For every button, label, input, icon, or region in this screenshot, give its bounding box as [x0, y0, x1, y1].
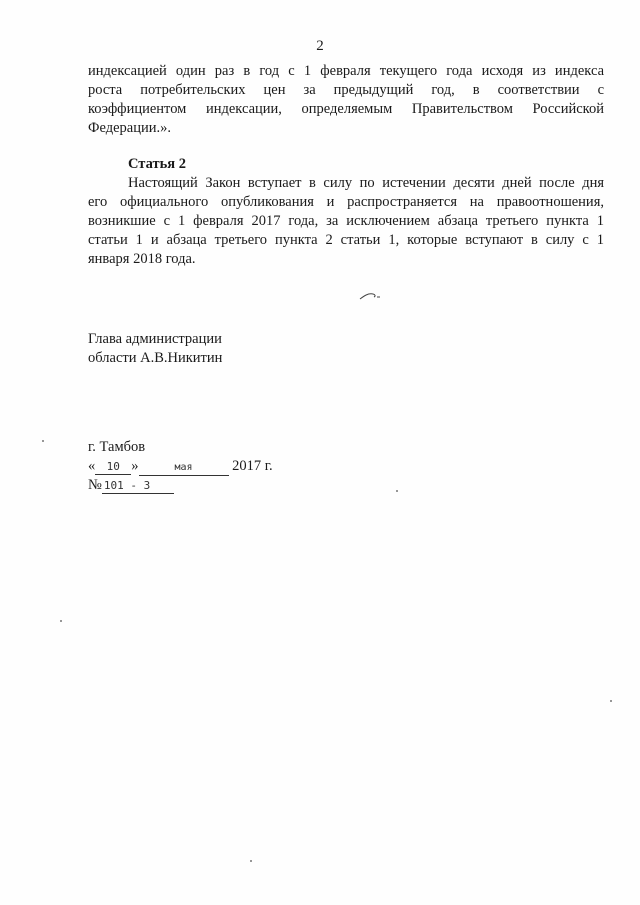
signature-title: Глава администрации	[88, 331, 222, 347]
city: г. Тамбов	[88, 439, 146, 455]
paragraph-line: его официального опубликования и распространяется на правоотношения,	[88, 194, 604, 210]
paragraph-line: января 2018 года.	[88, 251, 196, 267]
scan-speck	[396, 490, 398, 492]
scan-speck	[250, 860, 252, 862]
date-line	[88, 457, 273, 476]
signature-block	[88, 330, 222, 368]
scan-speck	[42, 440, 44, 442]
paragraph-line: возникшие с 1 февраля 2017 года, за исключением абзаца третьего пункта 1	[88, 213, 604, 229]
paragraph-line: Настоящий Закон вступает в силу по истечении десяти дней после дня	[128, 175, 604, 191]
paragraph-line: роста потребительских цен за предыдущий год, в соответствии с	[88, 82, 604, 98]
signature-name: области А.В.Никитин	[88, 350, 223, 366]
paragraph-indexation	[88, 62, 604, 138]
open-quote: «	[88, 458, 96, 474]
page-number: 2	[316, 38, 324, 54]
number-sign: №	[88, 477, 102, 493]
paragraph-line: коэффициентом индексации, определяемым Правительством Российской	[88, 101, 604, 117]
document-footer	[88, 438, 273, 495]
paragraph-line: статьи 1 и абзаца третьего пункта 2 статьи 1, которые вступают в силу с 1	[88, 232, 604, 248]
paragraph-line: Федерации.».	[88, 120, 171, 136]
scan-speck	[610, 700, 612, 702]
signature-mark	[358, 290, 382, 302]
date-year: 2017 г.	[232, 458, 273, 474]
scan-speck	[60, 620, 62, 622]
document-number: 101 - З	[102, 479, 174, 494]
article-2-body	[88, 174, 604, 269]
date-month: мая	[139, 461, 229, 476]
date-day: 10	[95, 460, 131, 475]
number-line	[88, 476, 273, 495]
close-quote: »	[131, 458, 139, 474]
paragraph-line: индексацией один раз в год с 1 февраля текущего года исходя из индекса	[88, 63, 604, 79]
article-2-heading: Статья 2	[128, 156, 186, 172]
city-line	[88, 438, 273, 457]
